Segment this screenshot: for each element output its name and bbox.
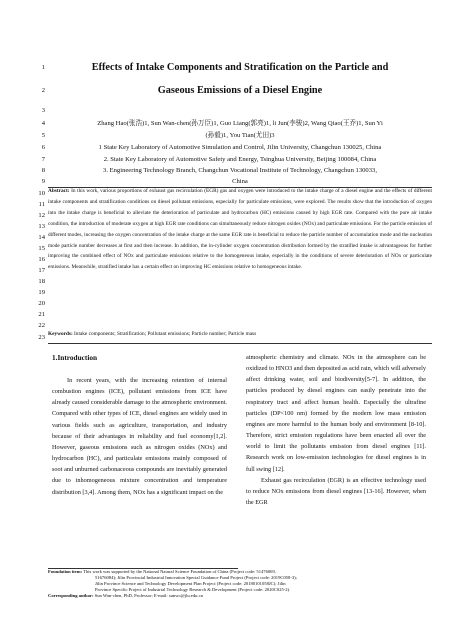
line-number: 5	[41, 132, 45, 139]
paper-title-line-2: Gaseous Emissions of a Diesel Engine	[157, 85, 323, 96]
line-number: 10	[38, 190, 45, 197]
affiliation-3: 3. Engineering Technology Branch, Changchun Vocational Institute of Technology, Changchun 130033,	[103, 167, 377, 174]
foundation-text: Jilin Province Science and Technology Development Plan Project (Project code: 20180101058JC); Jilin	[95, 581, 286, 587]
line-number: 2	[41, 87, 45, 94]
line-number: 6	[41, 144, 45, 151]
line-number: 21	[38, 311, 45, 318]
line-number: 19	[38, 289, 45, 296]
keywords-text: Intake components; Stratification; Pollutant emissions; Particle number; Particle mass	[74, 331, 257, 337]
foundation-label: Foundation item:	[48, 569, 83, 574]
line-number: 22	[38, 322, 45, 329]
affiliation-3-country: China	[232, 178, 248, 185]
line-number: 3	[41, 107, 45, 114]
affiliation-1: 1 State Key Laboratory of Automotive Simulation and Control, Jilin University, Changchun 130025, China	[98, 144, 382, 151]
left-column	[52, 375, 227, 498]
keywords	[48, 329, 432, 340]
foundation-text: 51676084); Jilin Provincial Industrial Innovation Special Guidance Fund Project (Project code: 2019C058-3);	[95, 575, 297, 581]
line-number: 15	[38, 245, 45, 252]
section-heading: 1.Introduction	[52, 353, 98, 362]
line-number: 1	[41, 64, 45, 71]
line-number: 13	[38, 223, 45, 230]
foundation-text: Province Specific Project of Industrial Technology Research & Development (Project code: 2020C025-2).	[95, 587, 291, 593]
line-number: 16	[38, 256, 45, 263]
authors-line-1: Zhang Hao(张浩)1, Sun Wan-chen(孙万臣)1, Guo Liang(郭亮)1, li Jun(李骏)2, Wang Qiao(王乔)1, Sun Yi	[97, 120, 383, 127]
foundation-footnote	[48, 569, 434, 599]
line-number: 7	[41, 156, 45, 163]
line-number: 17	[38, 267, 45, 274]
line-number: 9	[41, 178, 45, 185]
paper-title-line-1: Effects of Intake Components and Stratification on the Particle and	[91, 62, 389, 73]
line-number: 11	[38, 201, 45, 208]
affiliation-2: 2. State Key Laboratory of Automotive Safety and Energy, Tsinghua University, Beijing 100084, China	[103, 156, 377, 163]
line-number: 8	[41, 167, 45, 174]
authors-line-2: (孙毅)1, You Tian(尤田)3	[205, 132, 275, 139]
line-number: 12	[38, 212, 45, 219]
left-paragraph: In recent years, with the increasing retention of internal combustion engines (ICE), pollutant emissions from ICE have already caused considerable damage to the atmospheric environment. Compared with other types of ICE, diesel engines are widely used in various fields such as agriculture, transportation, and industry because of their advantages in reliability and fuel economy[1,2]. However, gaseous emissions such as nitrogen oxides (NOx) and hydrocarbon (HC), and particulate emissions mainly composed of soot and unburned carbonaceous compounds are inevitably generated due to inhomogeneous mixture concentration and temperature distribution [3,4]. Among them, NOx has a significant impact on the	[52, 377, 227, 496]
abstract	[48, 186, 432, 273]
line-number: 4	[41, 120, 45, 127]
right-column	[246, 352, 426, 508]
line-number: 23	[38, 334, 45, 341]
right-paragraph-1: atmospheric chemistry and climate. NOx in the atmosphere can be oxidized to HNO3 and then deposited as acid rain, which will adversely affect drinking water, soil and biodiversity[5-7]. In addition, the particles produced by diesel engines can easily penetrate into the respiratory tract and affect human health. Especially the ultrafine particles (DP<100 nm) formed by the modern low mass emission engines are more harmful to the human body and environment [8-10]. Therefore, strict emission regulations have been enacted all over the world to limit the pollutants emission from diesel engines [11]. Research work on low-emission technologies for diesel engines is in full swing [12].	[246, 354, 426, 473]
abstract-text: In this work, various proportions of exhaust gas recirculation (EGR) gas and oxygen were introduced to the intake charge of a diesel engine and the effects of different intake components and stratification conditions on diesel pollutant emissions, especially for particulate emissions, were explored. The results show that the introduction of oxygen into the intake charge is beneficial to alleviate the deterioration of particulate and hydrocarbon (HC) emissions caused by high EGR rate. Compared with the pure air intake condition, the introduction of moderate oxygen at high EGR rate conditions can simultaneously reduce nitrogen oxides (NOx) and particulate emissions. For the particle emission of different modes, increasing the oxygen concentration of the intake charge at the same EGR rate is beneficial to reduce the particle number of accumulation mode and the nucleation mode particle number decreases at first and then increase. In addition, the in-cylinder oxygen concentration distribution formed by the stratified intake is advantageous for further improving the combined effect of NOx and particulate emissions relative to the homogeneous intake, especially in the conditions of severe deterioration of NOx or particulate emissions. Meanwhile, stratified intake has a certain effect on improving HC emissions relative to homogeneous intake.	[48, 188, 432, 271]
abstract-label: Abstract:	[48, 188, 70, 194]
keywords-label: Keywords:	[48, 331, 73, 337]
right-paragraph-2: Exhaust gas recirculation (EGR) is an effective technology used to reduce NOx emissions from diesel engines [13-16]. However, when the EGR	[246, 476, 426, 507]
foundation-text: This work was supported by the National Natural Science Foundation of China (Project code: 51476069,	[83, 569, 276, 574]
line-number: 20	[38, 300, 45, 307]
abstract-bottom-rule	[48, 343, 432, 344]
line-number: 18	[38, 278, 45, 285]
corresponding-text: Sun Wan-chen, PhD, Professor; E-mail: sunwc@jlu.edu.cn	[94, 593, 203, 599]
line-number: 14	[38, 234, 45, 241]
corresponding-label: Corresponding author:	[48, 593, 94, 599]
